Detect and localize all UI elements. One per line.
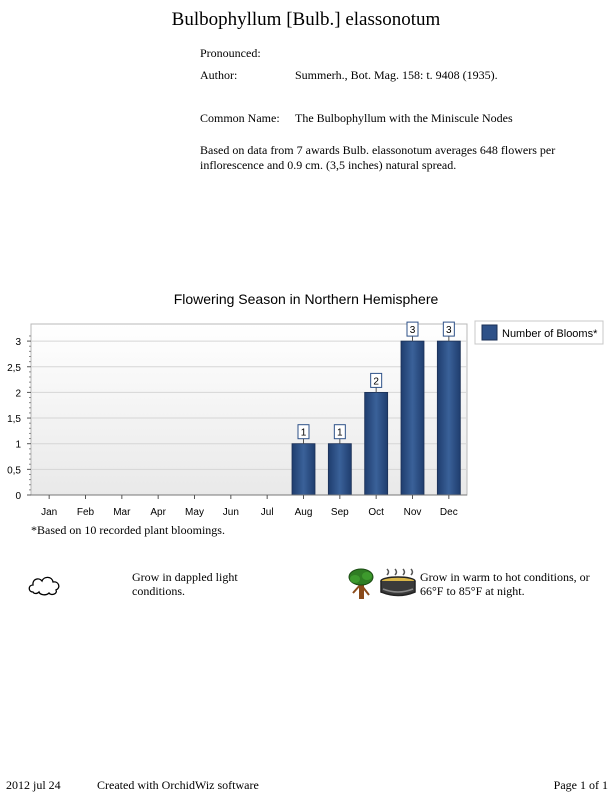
legend-swatch [482, 325, 497, 340]
x-tick-label-aug: Aug [294, 507, 313, 518]
temperature-requirement: Grow in warm to hot conditions, or 66°F to 85°F at night. [420, 570, 590, 598]
x-tick-label-feb: Feb [76, 507, 95, 518]
x-tick-label-mar: Mar [113, 507, 131, 518]
cloud-icon [27, 573, 63, 597]
data-label-dec: 3 [446, 325, 452, 337]
author-value: Summerh., Bot. Mag. 158: t. 9408 (1935). [295, 68, 498, 82]
x-tick-label-oct: Oct [368, 507, 384, 518]
x-tick-label-jan: Jan [41, 507, 58, 518]
y-tick-label: 1,5 [7, 414, 21, 426]
bar-aug [292, 444, 315, 495]
cooking-pot-icon [377, 568, 419, 600]
bloom-chart [0, 310, 612, 525]
bar-oct [365, 392, 388, 495]
author-label: Author: [200, 68, 238, 82]
common-name-label: Common Name: [200, 111, 280, 125]
footer-page-number: Page 1 of 1 [553, 778, 608, 792]
x-tick-label-apr: Apr [150, 507, 166, 518]
data-label-nov: 3 [409, 325, 416, 337]
bar-nov [401, 341, 424, 495]
y-tick-label: 0,5 [7, 465, 21, 477]
chart-title: Flowering Season in Northern Hemisphere [173, 291, 439, 307]
data-label-oct: 2 [373, 376, 379, 388]
x-tick-label-jun: Jun [222, 507, 239, 518]
x-tick-label-dec: Dec [439, 507, 458, 518]
legend-label: Number of Blooms* [502, 328, 598, 340]
data-label-aug: 1 [300, 427, 307, 439]
y-tick-label: 2,5 [7, 362, 21, 374]
chart-footnote: *Based on 10 recorded plant bloomings. [31, 523, 225, 537]
summary-text: Based on data from 7 awards Bulb. elassonotum averages 648 flowers per inflorescence and 0.9 cm. (3,5 inches) natural spread. [200, 143, 556, 172]
y-tick-label: 3 [15, 337, 21, 349]
bar-dec [437, 341, 460, 495]
footer-date: 2012 jul 24 [6, 778, 61, 792]
data-label-sep: 1 [337, 427, 343, 439]
y-tick-label: 1 [15, 439, 21, 451]
x-tick-label-sep: Sep [330, 507, 349, 518]
common-name-value: The Bulbophyllum with the Miniscule Nodes [295, 111, 513, 125]
y-tick-label: 2 [15, 388, 21, 400]
x-tick-label-may: May [185, 507, 204, 518]
bar-sep [328, 444, 351, 495]
x-tick-label-jul: Jul [260, 507, 274, 518]
page-title: Bulbophyllum [Bulb.] elassonotum [171, 9, 441, 30]
legend [475, 321, 603, 344]
tree-icon [347, 568, 377, 600]
footer-software: Created with OrchidWiz software [97, 778, 259, 792]
light-requirement: Grow in dappled light conditions. [132, 570, 238, 598]
x-tick-label-nov: Nov [403, 507, 422, 518]
y-tick-label: 0 [15, 491, 21, 502]
pronounced-label: Pronounced: [200, 46, 261, 60]
